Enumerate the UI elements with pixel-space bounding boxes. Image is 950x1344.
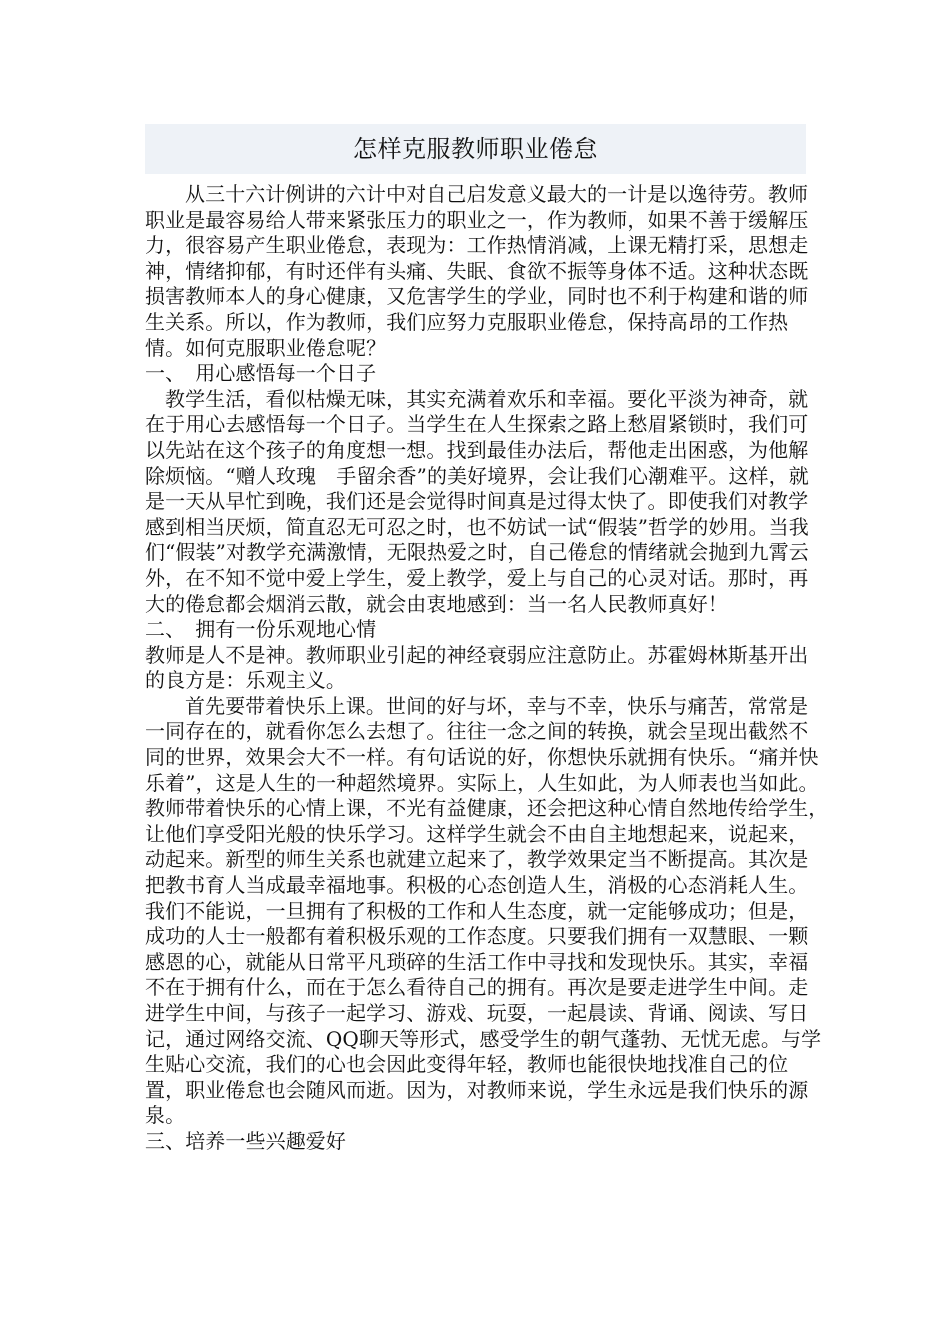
section-2-paragraph: 首先要带着快乐上课。世间的好与坏，幸与不幸，快乐与痛苦，常常是一同存在的，就看你怎么去想了。往往一念之间的转换，就会呈现出截然不同的世界，效果会大不一样。有句话说的好，你想快乐就拥有快乐。“痛并快乐着”，这是人生的一种超然境界。实际上，人生如此，为人师表也当如此。教师带着快乐的心情上课，不光有益健康，还会把这种心情自然地传给学生， 让他们享受阳光般的快乐学习。这样学生就会不由自主地想起来，说起来， 动起来。新型的师生关系也就建立起来了，教学效果定当不断提高。其次是把教书育人当成最幸福地事。积极的心态创造人生，消极的心态消耗人生。我们不能说，一旦拥有了积极的工作和人生态度，就一定能够成功；但是，成功的人士一般都有着积极乐观的工作态度。只要我们拥有一双慧眼、一颗感恩的心，就能从日常平凡琐碎的生活工作中寻找和发现快乐。其实，幸福不在于拥有什么，而在于怎么看待自己的拥有。再次是要走进学生中间。走进学生中间，与孩子一起学习、游戏、玩耍，一起晨读、背诵、阅读、写日记，通过网络交流、QQ聊天等形式，感受学生的朝气蓬勃、无忧无虑。与学生贴心交流，我们的心也会因此变得年轻，教师也能很快地找准自己的位置，职业倦怠也会随风而逝。因为，对教师来说，学生永远是我们快乐的源泉。 bbox=[145, 693, 839, 1128]
section-heading-3: 三、培养一些兴趣爱好 bbox=[145, 1128, 346, 1153]
section-heading-2: 二、 拥有一份乐观地心情 bbox=[145, 617, 377, 642]
document-body bbox=[145, 182, 839, 1155]
section-2-intro-paragraph: 教师是人不是神。教师职业引起的神经衰弱应注意防止。苏霍姆林斯基开出的良方是：乐观主义。 bbox=[145, 642, 809, 693]
section-1-paragraph: 教学生活，看似枯燥无味，其实充满着欢乐和幸福。要化平淡为神奇，就在于用心去感悟每一个日子。当学生在人生探索之路上愁眉紧锁时，我们可以先站在这个孩子的角度想一想。找到最佳办法后，帮他走出困惑，为他解除烦恼。“赠人玫瑰 手留余香”的美好境界，会让我们心潮难平。这样，就是一天从早忙到晚，我们还是会觉得时间真是过得太快了。即使我们对教学感到相当厌烦，简直忍无可忍之时，也不妨试一试“假装”哲学的妙用。当我们“假装”对教学充满激情，无限热爱之时，自己倦怠的情绪就会抛到九霄云外，在不知不觉中爱上学生，爱上教学，爱上与自己的心灵对话。那时，再大的倦怠都会烟消云散，就会由衷地感到：当一名人民教师真好！ bbox=[145, 386, 809, 616]
intro-paragraph: 从三十六计例讲的六计中对自己启发意义最大的一计是以逸待劳。教师职业是最容易给人带来紧张压力的职业之一，作为教师，如果不善于缓解压力，很容易产生职业倦怠，表现为：工作热情消减，上课无精打采，思想走神，情绪抑郁，有时还伴有头痛、失眠、食欲不振等身体不适。这种状态既损害教师本人的身心健康，又危害学生的学业，同时也不利于构建和谐的师生关系。所以，作为教师，我们应努力克服职业倦怠，保持高昂的工作热情。如何克服职业倦怠呢？ bbox=[145, 182, 809, 360]
section-heading-1: 一、 用心感悟每一个日子 bbox=[145, 361, 377, 386]
document-title: 怎样克服教师职业倦怠 bbox=[353, 135, 598, 163]
